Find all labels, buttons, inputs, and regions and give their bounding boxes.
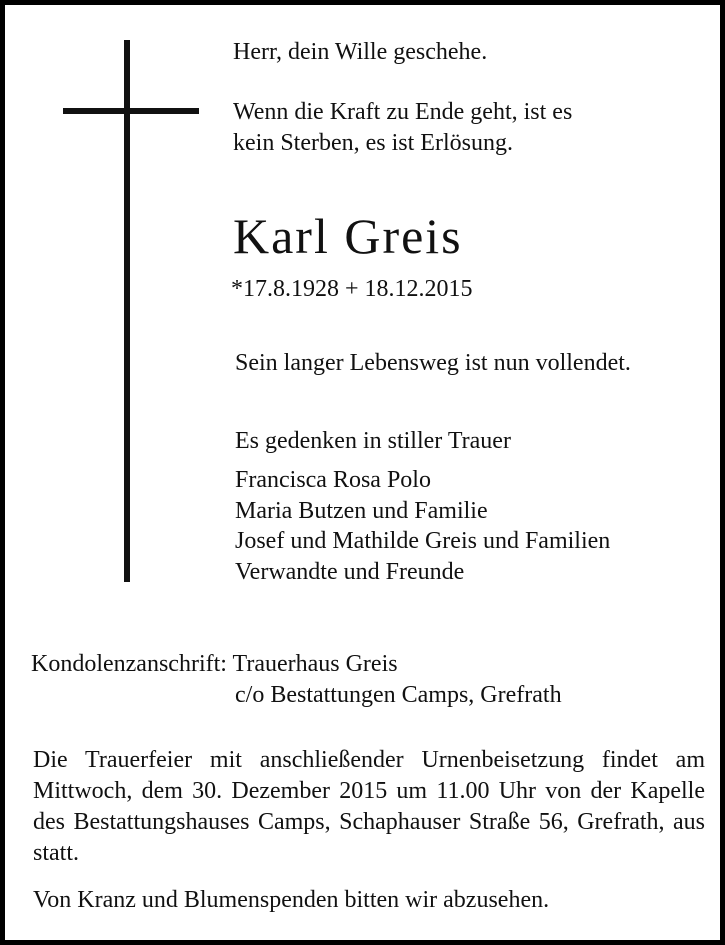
quote-line-1: Herr, dein Wille geschehe. xyxy=(233,39,488,65)
condolence-address-line-2: c/o Bestattungen Camps, Grefrath xyxy=(235,682,562,708)
flower-donation-request: Von Kranz und Blumenspenden bitten wir abzusehen. xyxy=(33,887,550,913)
tribute-line: Sein langer Lebensweg ist nun vollendet. xyxy=(235,350,631,376)
quote-line-3: kein Sterben, es ist Erlösung. xyxy=(233,130,513,156)
cross-vertical-bar xyxy=(124,40,130,582)
mourner-name: Josef und Mathilde Greis und Familien xyxy=(235,528,611,554)
condolence-address-line-1: Kondolenzanschrift: Trauerhaus Greis xyxy=(31,651,398,677)
cross-horizontal-bar xyxy=(63,108,199,114)
deceased-name: Karl Greis xyxy=(233,208,463,264)
mourner-name: Verwandte und Freunde xyxy=(235,559,465,585)
mourner-name: Francisca Rosa Polo xyxy=(235,467,431,493)
life-dates: *17.8.1928 + 18.12.2015 xyxy=(231,276,473,302)
mourner-name: Maria Butzen und Familie xyxy=(235,498,488,524)
funeral-service-details: Die Trauerfeier mit anschließender Urnenbeisetzung findet am Mittwoch, dem 30. Dezember 2015 um 11.00 Uhr von der Kapelle des Bestattungshauses Camps, Schaphauser Straße 56, Grefrath, aus statt. xyxy=(33,747,705,866)
mourners-intro: Es gedenken in stiller Trauer xyxy=(235,428,511,454)
quote-line-2: Wenn die Kraft zu Ende geht, ist es xyxy=(233,99,573,125)
